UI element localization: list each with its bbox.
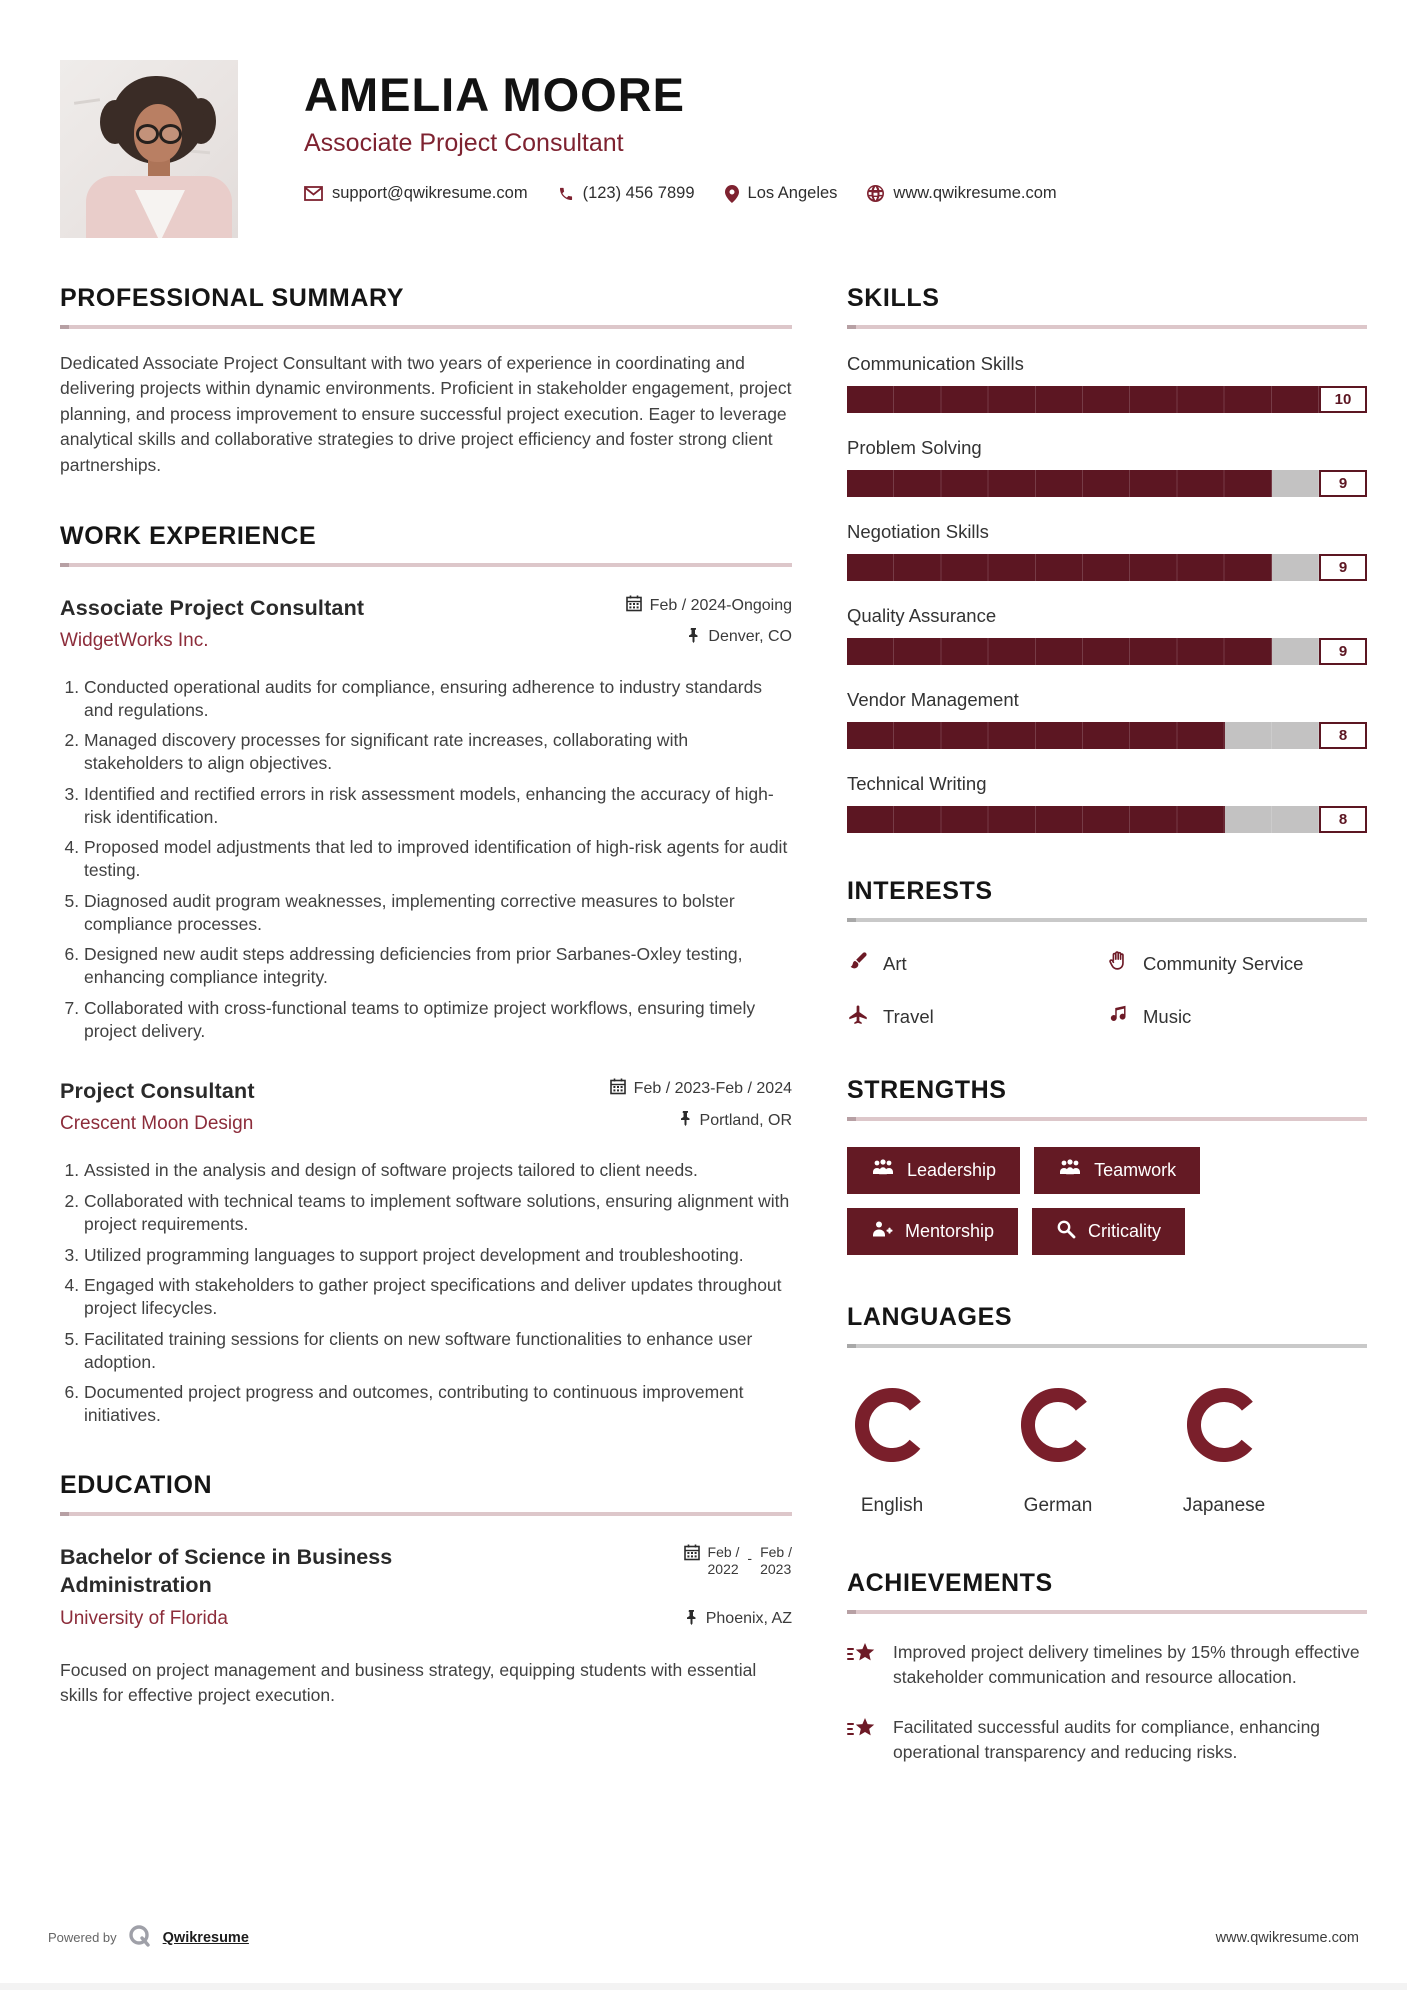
- skill-value: 9: [1319, 554, 1367, 581]
- pushpin-icon: [685, 1609, 698, 1630]
- skill-bar: [847, 470, 1367, 497]
- interest-item: [847, 950, 1107, 977]
- skill-value: 9: [1319, 470, 1367, 497]
- divider: [847, 1117, 1367, 1121]
- skill-value: 8: [1319, 722, 1367, 749]
- location-pin-icon: [725, 185, 739, 203]
- job-bullets: [60, 676, 792, 1043]
- contact-email[interactable]: [304, 184, 528, 203]
- star-badge-icon: [847, 1715, 877, 1764]
- interests-title: INTERESTS: [847, 877, 993, 905]
- skill-bar: [847, 638, 1367, 665]
- bullet: 1. Conducted operational audits for compliance, ensuring adherence to industry standards and regulations.: [84, 676, 792, 722]
- calendar-icon: [626, 595, 642, 617]
- footer: [48, 1923, 1359, 1952]
- divider: [847, 918, 1367, 922]
- job-date-text: Feb / 2024-Ongoing: [649, 596, 792, 614]
- language-item: [1013, 1382, 1103, 1517]
- job-date: [610, 1078, 792, 1100]
- interest-label: Travel: [883, 1005, 934, 1027]
- skill-value: 9: [1319, 638, 1367, 665]
- person-plus-icon: [871, 1220, 893, 1243]
- bullet: 6. Designed new audit steps addressing deficiencies from prior Sarbanes-Oxley testing, enhancing compliance integrity.: [84, 943, 792, 989]
- section-skills: [847, 284, 1367, 833]
- language-item: [1179, 1382, 1269, 1517]
- education-text: Focused on project management and business strategy, equipping students with essential skills for effective project execution.: [60, 1659, 757, 1706]
- strength-chip: [847, 1208, 1018, 1255]
- job-title: Project Consultant: [60, 1079, 255, 1104]
- interest-label: Music: [1143, 1005, 1192, 1027]
- bullet: 7. Collaborated with cross-functional teams to optimize project workflows, ensuring timely project delivery.: [84, 997, 792, 1043]
- skills-title: SKILLS: [847, 284, 940, 312]
- right-column: [847, 284, 1367, 1764]
- job-company: WidgetWorks Inc.: [60, 629, 209, 651]
- interest-label: Art: [883, 952, 907, 974]
- section-work: [60, 522, 792, 1427]
- job-bullets: [60, 1159, 792, 1427]
- divider: [847, 1610, 1367, 1614]
- section-interests: [847, 877, 1367, 1030]
- contact-email-text: support@qwikresume.com: [332, 184, 528, 203]
- achievement-item: [847, 1715, 1367, 1764]
- hand-icon: [1107, 950, 1129, 977]
- magnifier-icon: [1056, 1219, 1076, 1244]
- skill-item: [847, 773, 1367, 833]
- profile-photo: [60, 60, 238, 238]
- achievement-text: Facilitated successful audits for compliance, enhancing operational transparency and reducing risks.: [893, 1717, 1321, 1762]
- job-location-text: Denver, CO: [708, 628, 792, 646]
- phone-icon: [558, 186, 574, 202]
- bullet: 2. Managed discovery processes for significant rate increases, collaborating with stakeholders to align objectives.: [84, 729, 792, 775]
- strength-chip: [1034, 1147, 1200, 1194]
- skill-bar: [847, 722, 1367, 749]
- job-entry: [60, 1078, 792, 1427]
- section-languages: [847, 1303, 1367, 1517]
- bullet: 4. Proposed model adjustments that led to improved identification of high-risk agents for audit testing.: [84, 836, 792, 882]
- skill-item: [847, 353, 1367, 413]
- language-label: English: [860, 1495, 924, 1516]
- work-title: WORK EXPERIENCE: [60, 521, 317, 550]
- skill-label: Quality Assurance: [847, 605, 997, 626]
- header-info: [304, 60, 1057, 203]
- divider: [60, 325, 792, 329]
- bullet: 2. Collaborated with technical teams to implement software solutions, ensuring alignment with project requirements.: [84, 1190, 792, 1236]
- language-item: [847, 1382, 937, 1517]
- strength-label: Leadership: [907, 1160, 997, 1180]
- languages-title: LANGUAGES: [847, 1303, 1013, 1331]
- interest-item: [1107, 950, 1367, 977]
- education-school: University of Florida: [60, 1607, 228, 1629]
- education-date: Feb / 2022 - Feb / 2023: [684, 1544, 792, 1579]
- bullet: 3. Utilized programming languages to support project development and troubleshooting.: [84, 1244, 792, 1267]
- divider: [847, 1344, 1367, 1348]
- job-company: Crescent Moon Design: [60, 1113, 254, 1135]
- section-strengths: [847, 1076, 1367, 1255]
- skill-item: [847, 521, 1367, 581]
- job-entry: [60, 595, 792, 1043]
- group-icon: [1058, 1159, 1082, 1182]
- calendar-icon: [684, 1544, 700, 1564]
- bullet: 4. Engaged with stakeholders to gather project specifications and deliver updates throughout project lifecycles.: [84, 1274, 792, 1320]
- education-degree: Bachelor of Science in Business Administration: [60, 1544, 393, 1597]
- job-date-text: Feb / 2023-Feb / 2024: [633, 1080, 792, 1098]
- summary-text: Dedicated Associate Project Consultant with two years of experience in coordinating and delivering projects within dynamic environments. Proficient in stakeholder engagement, project planning, and process improvement to ensure successful project execution. Eager to leverage analytical skills and collaborative strategies to drive project efficiency and foster strong client partnerships.: [60, 353, 792, 475]
- job-date: [626, 595, 792, 617]
- candidate-name: AMELIA MOORE: [304, 68, 686, 121]
- job-location: [610, 1110, 792, 1131]
- achievement-item: [847, 1640, 1367, 1689]
- globe-icon: [867, 185, 884, 202]
- language-ring-chart: [849, 1382, 935, 1473]
- education-location: [684, 1609, 792, 1630]
- left-column: [60, 284, 792, 1764]
- section-education: [60, 1471, 792, 1709]
- skill-label: Vendor Management: [847, 689, 1019, 710]
- contact-website-text: www.qwikresume.com: [893, 184, 1057, 203]
- bullet: 6. Documented project progress and outcomes, contributing to continuous improvement initiatives.: [84, 1381, 792, 1427]
- skill-label: Negotiation Skills: [847, 521, 989, 542]
- contact-phone-text: (123) 456 7899: [582, 184, 695, 203]
- job-location-text: Portland, OR: [699, 1111, 792, 1129]
- music-note-icon: [1107, 1003, 1129, 1030]
- divider: [60, 563, 792, 567]
- strength-chip: [847, 1147, 1020, 1194]
- strength-label: Criticality: [1088, 1221, 1162, 1241]
- language-ring-chart: [1181, 1382, 1267, 1473]
- skill-item: [847, 689, 1367, 749]
- summary-title: PROFESSIONAL SUMMARY: [60, 284, 404, 312]
- skill-value: 10: [1319, 386, 1367, 413]
- skill-label: Problem Solving: [847, 437, 982, 458]
- language-ring-chart: [1015, 1382, 1101, 1473]
- edu-date-separator: -: [747, 1549, 753, 1566]
- skill-label: Technical Writing: [847, 773, 987, 794]
- strength-label: Teamwork: [1094, 1160, 1177, 1180]
- job-title: Associate Project Consultant: [60, 595, 365, 620]
- strength-label: Mentorship: [905, 1221, 995, 1241]
- contact-location-text: Los Angeles: [747, 184, 838, 203]
- qwikresume-logo-icon: [127, 1923, 153, 1952]
- skill-bar: [847, 386, 1367, 413]
- calendar-icon: [610, 1078, 626, 1100]
- bullet: 5. Facilitated training sessions for clients on new software functionalities to enhance user adoption.: [84, 1328, 792, 1374]
- language-label: Japanese: [1182, 1495, 1266, 1516]
- interest-item: [1107, 1003, 1367, 1030]
- paintbrush-icon: [847, 950, 869, 977]
- plane-icon: [847, 1003, 869, 1030]
- qwikresume-link[interactable]: Qwikresume: [162, 1929, 249, 1946]
- bullet: 1. Assisted in the analysis and design of software projects tailored to client needs.: [84, 1159, 792, 1182]
- contact-phone: [558, 184, 695, 203]
- skill-item: [847, 605, 1367, 665]
- bottom-strip: [0, 1983, 1407, 1990]
- strength-chip: [1032, 1208, 1185, 1255]
- education-title: EDUCATION: [60, 1470, 213, 1499]
- candidate-title: Associate Project Consultant: [304, 129, 624, 158]
- section-achievements: [847, 1569, 1367, 1764]
- skill-item: [847, 437, 1367, 497]
- group-icon: [871, 1159, 895, 1182]
- skill-bar: [847, 806, 1367, 833]
- divider: [60, 1512, 792, 1516]
- edu-date-from: Feb /: [707, 1543, 740, 1560]
- skill-value: 8: [1319, 806, 1367, 833]
- star-badge-icon: [847, 1640, 877, 1689]
- contact-location: [725, 184, 838, 203]
- divider: [847, 325, 1367, 329]
- skill-label: Communication Skills: [847, 353, 1024, 374]
- pushpin-icon: [679, 1110, 692, 1131]
- education-location-text: Phoenix, AZ: [705, 1610, 792, 1628]
- job-location: [626, 627, 792, 648]
- powered-by-label: Powered by: [48, 1930, 117, 1945]
- language-label: German: [1023, 1495, 1093, 1516]
- contact-website[interactable]: [867, 184, 1056, 203]
- achievement-text: Improved project delivery timelines by 15% through effective stakeholder communication and resource allocation.: [893, 1642, 1360, 1687]
- interest-item: [847, 1003, 1107, 1030]
- contact-row: [304, 184, 1057, 203]
- bullet: 3. Identified and rectified errors in risk assessment models, enhancing the accuracy of high-risk identification.: [84, 783, 792, 829]
- pushpin-icon: [687, 627, 700, 648]
- achievements-title: ACHIEVEMENTS: [847, 1569, 1053, 1597]
- skill-bar: [847, 554, 1367, 581]
- bullet: 5. Diagnosed audit program weaknesses, implementing corrective measures to bolster compliance processes.: [84, 890, 792, 936]
- strengths-title: STRENGTHS: [847, 1076, 1007, 1104]
- edu-date-to: Feb /: [760, 1543, 792, 1560]
- header: [0, 0, 1407, 238]
- footer-website: www.qwikresume.com: [1215, 1929, 1359, 1946]
- section-summary: [60, 284, 792, 478]
- email-icon: [304, 186, 323, 201]
- interest-label: Community Service: [1143, 952, 1304, 974]
